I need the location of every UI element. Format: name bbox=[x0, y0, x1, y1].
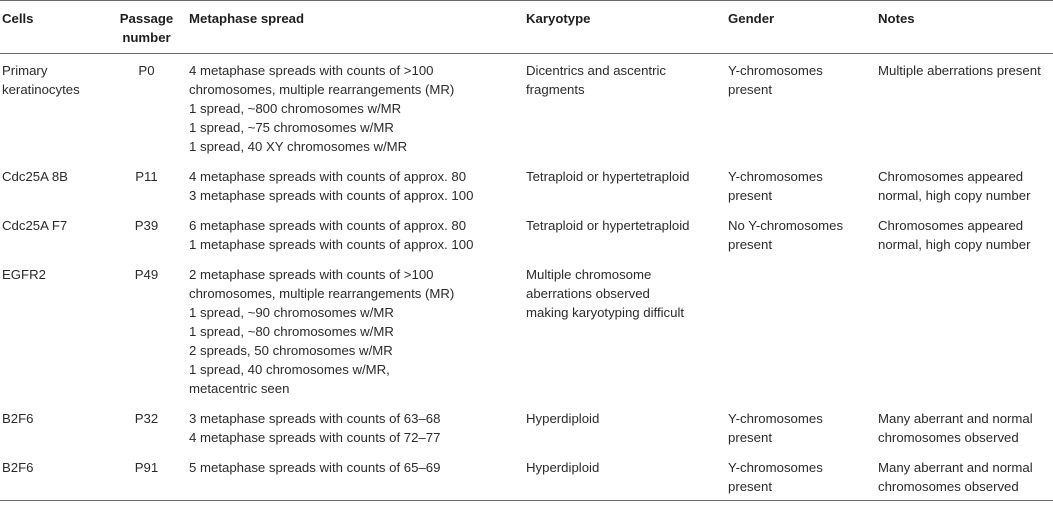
cell-metaphase bbox=[189, 402, 526, 451]
notes-line: chromosomes observed bbox=[878, 479, 1019, 494]
cell-passage bbox=[104, 209, 189, 258]
metaphase-line: 2 metaphase spreads with counts of >100 bbox=[189, 267, 434, 282]
cell-karyotype bbox=[526, 258, 728, 402]
metaphase-line: 2 spreads, 50 chromosomes w/MR bbox=[189, 343, 393, 358]
passage-value: P32 bbox=[134, 411, 159, 426]
notes-line: chromosomes observed bbox=[878, 430, 1019, 445]
table-row bbox=[0, 451, 1053, 501]
cell-cells bbox=[0, 402, 104, 451]
cell-metaphase bbox=[189, 160, 526, 209]
karyotype-line: making karyotyping difficult bbox=[526, 305, 685, 320]
cell-notes bbox=[878, 258, 1053, 402]
karyotype-line: Hyperdiploid bbox=[526, 411, 600, 426]
karyotype-line: Tetraploid or hypertetraploid bbox=[526, 218, 690, 233]
metaphase-line: 6 metaphase spreads with counts of approx. 80 bbox=[189, 218, 467, 233]
gender-line: Y-chromosomes bbox=[728, 169, 823, 184]
table-row bbox=[0, 54, 1053, 161]
cell-notes bbox=[878, 451, 1053, 501]
metaphase-line: 4 metaphase spreads with counts of >100 bbox=[189, 63, 434, 78]
cell-cells bbox=[0, 451, 104, 501]
cells-line: B2F6 bbox=[2, 460, 34, 475]
metaphase-line: metacentric seen bbox=[189, 381, 290, 396]
cells-line: B2F6 bbox=[2, 411, 34, 426]
header-karyotype: Karyotype bbox=[526, 11, 591, 26]
cell-gender bbox=[728, 402, 878, 451]
metaphase-line: 1 spread, ~75 chromosomes w/MR bbox=[189, 120, 394, 135]
cell-metaphase bbox=[189, 258, 526, 402]
cell-cells bbox=[0, 258, 104, 402]
cell-cells bbox=[0, 209, 104, 258]
karyotype-line: Hyperdiploid bbox=[526, 460, 600, 475]
karyotype-line: Multiple chromosome bbox=[526, 267, 652, 282]
passage-value: P0 bbox=[138, 63, 155, 78]
metaphase-line: 1 spread, 40 chromosomes w/MR, bbox=[189, 362, 390, 377]
cell-gender bbox=[728, 258, 878, 402]
notes-line: normal, high copy number bbox=[878, 237, 1031, 252]
metaphase-line: 1 spread, ~90 chromosomes w/MR bbox=[189, 305, 394, 320]
gender-line: Y-chromosomes bbox=[728, 460, 823, 475]
cell-karyotype bbox=[526, 160, 728, 209]
metaphase-line: chromosomes, multiple rearrangements (MR) bbox=[189, 286, 455, 301]
header-notes: Notes bbox=[878, 11, 915, 26]
cell-passage bbox=[104, 451, 189, 501]
metaphase-line: chromosomes, multiple rearrangements (MR) bbox=[189, 82, 455, 97]
gender-line: Y-chromosomes bbox=[728, 411, 823, 426]
table-row bbox=[0, 402, 1053, 451]
gender-line: No Y-chromosomes bbox=[728, 218, 844, 233]
notes-line: Multiple aberrations present bbox=[878, 63, 1041, 78]
cell-metaphase bbox=[189, 54, 526, 161]
metaphase-line: 4 metaphase spreads with counts of approx. 80 bbox=[189, 169, 467, 184]
cell-notes bbox=[878, 402, 1053, 451]
header-row bbox=[0, 1, 1053, 54]
gender-line: present bbox=[728, 188, 772, 203]
cell-cells bbox=[0, 160, 104, 209]
table-header bbox=[0, 1, 1053, 54]
cells-line: Cdc25A 8B bbox=[2, 169, 68, 184]
header-passage bbox=[104, 1, 189, 54]
passage-value: P91 bbox=[134, 460, 159, 475]
header-cells: Cells bbox=[2, 11, 34, 26]
cell-passage bbox=[104, 160, 189, 209]
cell-gender bbox=[728, 54, 878, 161]
cell-passage bbox=[104, 54, 189, 161]
notes-line: Chromosomes appeared bbox=[878, 218, 1024, 233]
cells-line: keratinocytes bbox=[2, 82, 80, 97]
metaphase-line: 1 spread, ~800 chromosomes w/MR bbox=[189, 101, 402, 116]
table-body bbox=[0, 54, 1053, 501]
notes-line: Many aberrant and normal bbox=[878, 460, 1033, 475]
header-metaphase: Metaphase spread bbox=[189, 11, 305, 26]
metaphase-line: 3 metaphase spreads with counts of 63–68 bbox=[189, 411, 441, 426]
gender-line: present bbox=[728, 430, 772, 445]
cell-notes bbox=[878, 209, 1053, 258]
passage-value: P11 bbox=[135, 169, 158, 184]
notes-line: Chromosomes appeared bbox=[878, 169, 1024, 184]
header-passage-text: Passage number bbox=[119, 11, 174, 45]
cell-cells bbox=[0, 54, 104, 161]
gender-line: present bbox=[728, 479, 772, 494]
gender-line: Y-chromosomes bbox=[728, 63, 823, 78]
cell-karyotype bbox=[526, 451, 728, 501]
metaphase-line: 5 metaphase spreads with counts of 65–69 bbox=[189, 460, 441, 475]
gender-line: present bbox=[728, 237, 772, 252]
gender-line: present bbox=[728, 82, 772, 97]
karyotype-line: Tetraploid or hypertetraploid bbox=[526, 169, 690, 184]
karyotype-line: aberrations observed bbox=[526, 286, 650, 301]
passage-value: P39 bbox=[134, 218, 159, 233]
table-row bbox=[0, 258, 1053, 402]
cell-passage bbox=[104, 402, 189, 451]
cell-gender bbox=[728, 451, 878, 501]
metaphase-line: 1 spread, ~80 chromosomes w/MR bbox=[189, 324, 394, 339]
cells-line: EGFR2 bbox=[2, 267, 46, 282]
cell-karyotype bbox=[526, 54, 728, 161]
cell-karyotype bbox=[526, 402, 728, 451]
cell-metaphase bbox=[189, 209, 526, 258]
karyotype-line: fragments bbox=[526, 82, 585, 97]
cell-gender bbox=[728, 160, 878, 209]
metaphase-line: 1 spread, 40 XY chromosomes w/MR bbox=[189, 139, 408, 154]
metaphase-line: 1 metaphase spreads with counts of approx. 100 bbox=[189, 237, 474, 252]
cells-line: Primary bbox=[2, 63, 48, 78]
table-row bbox=[0, 160, 1053, 209]
notes-line: Many aberrant and normal bbox=[878, 411, 1033, 426]
passage-value: P49 bbox=[134, 267, 159, 282]
metaphase-line: 3 metaphase spreads with counts of approx. 100 bbox=[189, 188, 474, 203]
cell-notes bbox=[878, 160, 1053, 209]
table-row bbox=[0, 209, 1053, 258]
karyotype-line: Dicentrics and ascentric bbox=[526, 63, 666, 78]
metaphase-line: 4 metaphase spreads with counts of 72–77 bbox=[189, 430, 441, 445]
cell-karyotype bbox=[526, 209, 728, 258]
notes-line: normal, high copy number bbox=[878, 188, 1031, 203]
cell-passage bbox=[104, 258, 189, 402]
cell-notes bbox=[878, 54, 1053, 161]
cell-metaphase bbox=[189, 451, 526, 501]
cell-gender bbox=[728, 209, 878, 258]
cells-line: Cdc25A F7 bbox=[2, 218, 68, 233]
header-gender: Gender bbox=[728, 11, 775, 26]
